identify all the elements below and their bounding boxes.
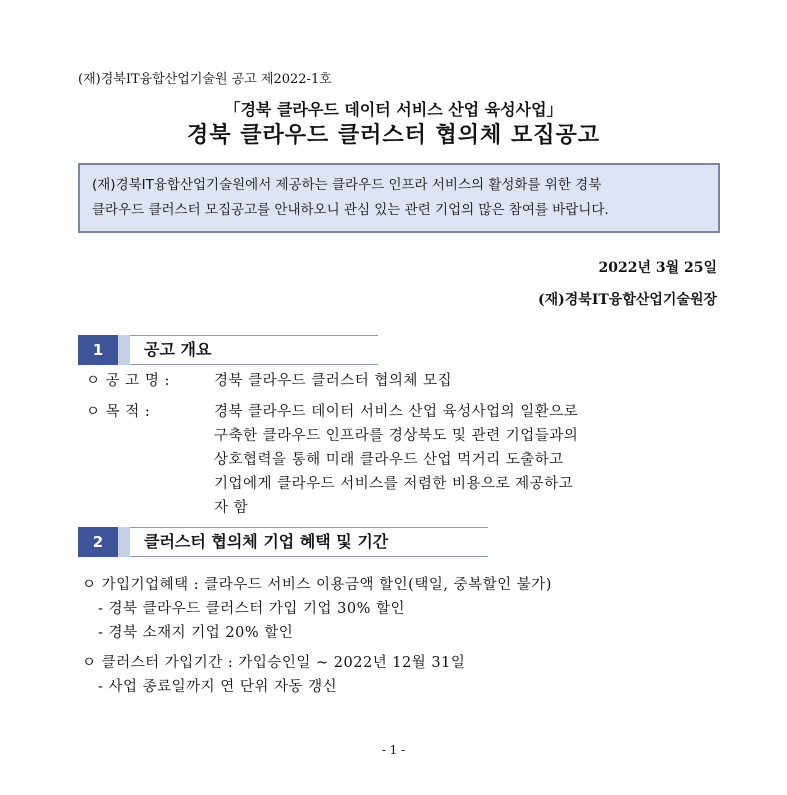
purpose-label: ㅇ 목 적 : (86, 404, 151, 420)
document-subtitle: 「경북 클라우드 데이터 서비스 산업 육성사업」 (224, 100, 563, 119)
benefit-item: - 경북 클라우드 클러스터 가입 기업 30% 할인 (98, 601, 406, 617)
section-divider (118, 335, 130, 365)
document-title: 경북 클라우드 클러스터 협의체 모집공고 (187, 122, 600, 148)
section-title: 클러스터 협의체 기업 혜택 및 기간 (144, 532, 389, 551)
notice-number: (재)경북IT융합산업기술원 공고 제2022-1호 (78, 72, 332, 87)
benefit-item: - 경북 소재지 기업 20% 할인 (98, 625, 294, 641)
section-number: 2 (78, 527, 118, 557)
intro-line-1: (재)경북IT융합산업기술원에서 제공하는 클라우드 인프라 서비스의 활성화를 위한 경북 (92, 177, 602, 193)
notice-name-label: ㅇ 공 고 명 : (86, 373, 170, 389)
period-heading: ㅇ 클러스터 가입기간 : 가입승인일 ~ 2022년 12월 31일 (82, 655, 466, 671)
purpose-line: 자 함 (214, 500, 249, 516)
period-item: - 사업 종료일까지 연 단위 자동 갱신 (98, 679, 338, 695)
section-title: 공고 개요 (144, 340, 212, 359)
purpose-line: 구축한 클라우드 인프라를 경상북도 및 관련 기업들과의 (214, 428, 579, 444)
section-divider (118, 527, 130, 557)
section-1-header (78, 335, 378, 365)
benefit-heading: ㅇ 가입기업혜택 : 클라우드 서비스 이용금액 할인(택일, 중복할인 불가) (82, 577, 552, 593)
issuing-organization: (재)경북IT융합산업기술원장 (538, 292, 717, 308)
purpose-line: 경북 클라우드 데이터 서비스 산업 육성사업의 일환으로 (214, 404, 579, 420)
announcement-date: 2022년 3월 25일 (598, 260, 717, 276)
page-number: - 1 - (381, 743, 406, 757)
section-2-header (78, 527, 498, 557)
section-number: 1 (78, 335, 118, 365)
purpose-line: 기업에게 클라우드 서비스를 저렴한 비용으로 제공하고 (214, 476, 574, 492)
purpose-line: 상호협력을 통해 미래 클라우드 산업 먹거리 도출하고 (214, 452, 564, 468)
intro-box (78, 163, 720, 233)
purpose-text (214, 400, 578, 520)
notice-name-value: 경북 클라우드 클러스터 협의체 모집 (214, 373, 453, 389)
intro-line-2: 클라우드 클러스터 모집공고를 안내하오니 관심 있는 관련 기업의 많은 참여를 바랍니다. (92, 202, 609, 218)
